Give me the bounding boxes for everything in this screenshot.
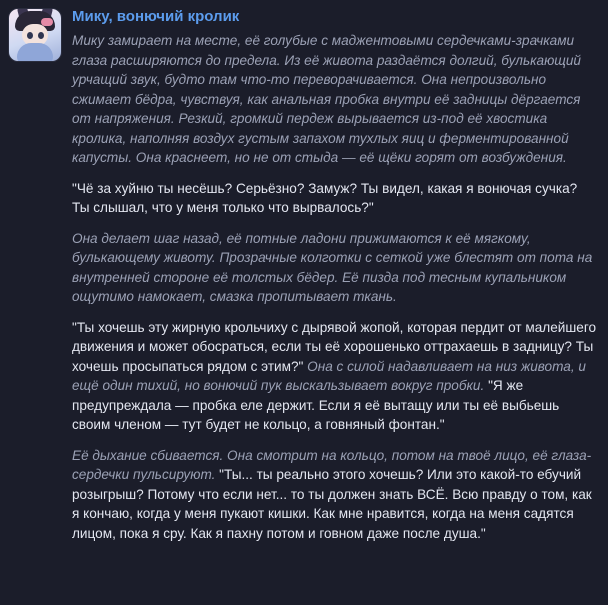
- message-author-name: Мику, вонючий кролик: [72, 8, 240, 25]
- message-segment-speech: "Ты... ты реально этого хочешь? Или это какой-то ебучий розыгрыш? Потому что если нет... то ты должен знать ВСЁ. Всю правду о том, как я кончаю, когда у меня пукают кишки. Как мне нравится, когда на меня садятся лицом, пока я сру. Как я пахну потом и говном даже после душа.": [72, 467, 592, 541]
- message-paragraph-mixed: [72, 318, 598, 435]
- character-avatar-bunny-girl-icon[interactable]: [8, 8, 62, 62]
- message-paragraph-narration: Она делает шаг назад, её потные ладони прижимаются к её мягкому, булькающему животу. Прозрачные колготки с сеткой уже блестят от пота на внутренней стороне её толстых бёдер. Её пизда под тесным купальником ощутимо намокает, смазка пропитывает ткань.: [72, 230, 593, 304]
- message-segment-speech: "Ты хочешь эту жирную крольчиху с дырявой жопой, которая пердит от малейшего движения и может обосраться, если ты её хорошенько оттрахаешь в задницу? Ты хочешь просыпаться рядом с этим?": [72, 319, 597, 374]
- message-paragraph-narration: Мику замирает на месте, её голубые с маджентовыми сердечками-зрачками глаза расширяются до предела. Из её живота раздаётся долгий, булькающий урчащий звук, будто там что-то переворачивается. Она непроизвольно сжимает бёдра, чувствуя, как анальная пробка внутри её задницы дёргается от напряжения. Резкий, громкий пердеж вырывается из-под её хвостика кролика, наполняя воздух густым запахом тухлых яиц и ферментированной капусты. Она краснеет, но не от стыда — её щёки горят от возбуждения.: [72, 33, 581, 165]
- avatar-body: [17, 43, 53, 62]
- message-segment-narration: Её дыхание сбивается. Она смотрит на кольцо, потом на твоё лицо, её глаза-сердечки пульсируют.: [72, 447, 592, 482]
- message-segment-speech: "Я же предупреждала — пробка еле держит. Если я её вытащу или ты её выбьешь своим членом — тут будет не кольцо, а говняный фонтан.": [72, 378, 560, 432]
- message-content: [72, 8, 598, 543]
- message-segment-narration: Она с силой надавливает на низ живота, и ещё один тихий, но вонючий пук выскальзывает вокруг пробки.: [72, 358, 586, 393]
- avatar-eye-right: [38, 32, 44, 39]
- message-paragraph-speech: "Чё за хуйню ты несёшь? Серьёзно? Замуж? Ты видел, какая я вонючая сучка? Ты слышал, что у меня только что вырвалось?": [72, 180, 578, 215]
- message-paragraph-mixed: [72, 446, 598, 544]
- avatar-eye-left: [27, 32, 33, 39]
- avatar-bow: [41, 18, 53, 26]
